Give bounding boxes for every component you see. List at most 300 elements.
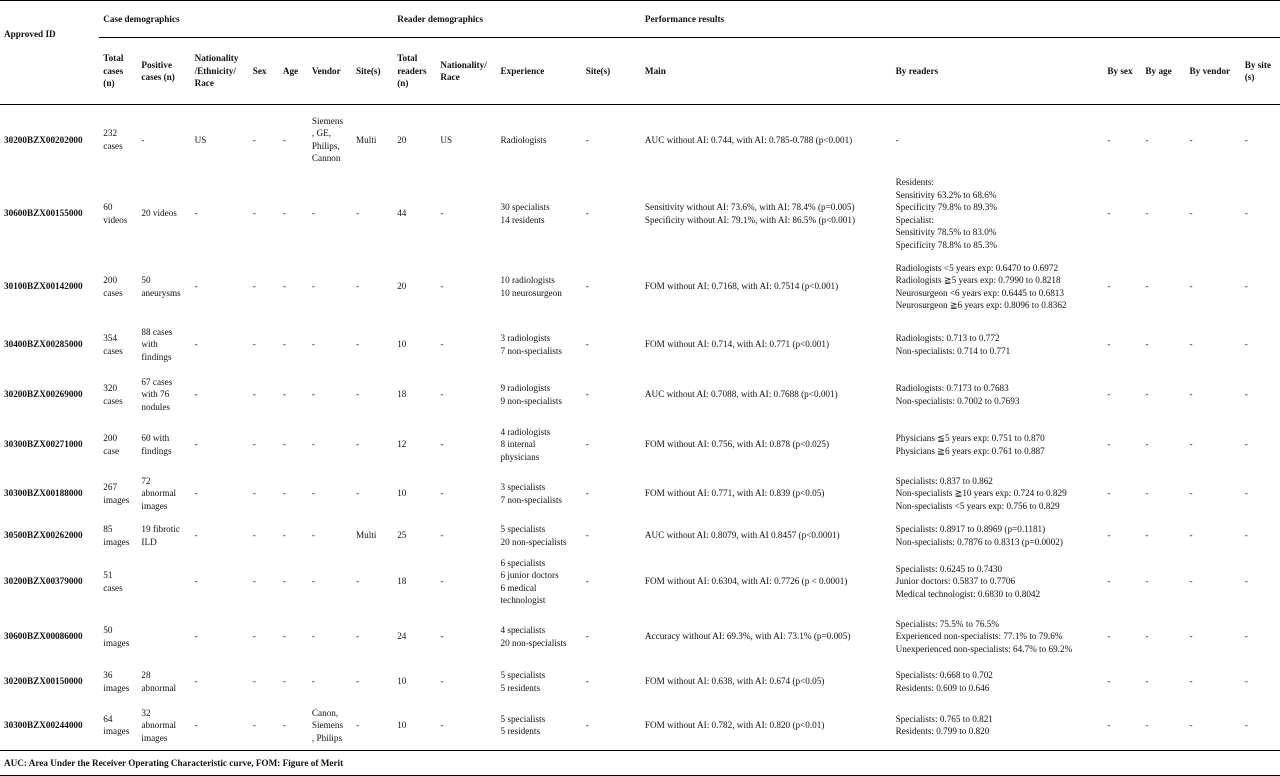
cell-line: - xyxy=(1107,676,1111,687)
cell-nationality xyxy=(191,369,249,421)
cell-experience xyxy=(496,553,581,611)
cell-line: 10 radiologists xyxy=(500,275,555,285)
cell-line: - xyxy=(194,208,198,219)
column-header: Main xyxy=(641,38,892,105)
cell-line: - xyxy=(1189,676,1193,687)
cell-line: Medical technologist: 0.6830 to 0.8042 xyxy=(895,588,1041,599)
approved-id-cell: 30400BZX00285000 xyxy=(4,339,83,350)
cell-by-sex xyxy=(1103,663,1141,701)
cell-line: - xyxy=(282,488,286,499)
cell-line: - xyxy=(282,676,286,687)
table-row xyxy=(0,175,1280,253)
cell-line: - xyxy=(311,281,315,292)
cell-line: - xyxy=(194,720,198,730)
cell-by-readers xyxy=(892,321,1104,369)
cell-line: Radiologists <5 years exp: 0.6470 to 0.6972 xyxy=(895,262,1059,273)
case-demographics-header: Case demographics xyxy=(99,1,393,38)
cell-line: - xyxy=(252,134,256,145)
cell-line: Sensitivity 78.5% to 83.0% xyxy=(895,227,997,237)
cell-line: - xyxy=(194,576,198,587)
cell-by-age xyxy=(1141,553,1185,611)
cell-line: 5 specialists xyxy=(500,713,546,724)
cell-line: 51 xyxy=(103,570,113,580)
approved-id-cell: 30300BZX00244000 xyxy=(4,720,83,730)
column-header-row xyxy=(0,38,1280,105)
cell-line: - xyxy=(356,281,360,292)
cell-line: - xyxy=(356,339,360,350)
cell-line: - xyxy=(585,134,589,145)
cell-by-readers xyxy=(892,369,1104,421)
cell-main xyxy=(641,175,892,253)
cell-sex xyxy=(249,611,279,663)
cell-line: Non-specialists: 0.714 to 0.771 xyxy=(895,345,1011,356)
cell-line: - xyxy=(1189,720,1193,730)
cell-line: - xyxy=(1145,676,1149,687)
column-header: Vendor xyxy=(308,38,352,105)
cell-line: 25 xyxy=(397,530,407,541)
cell-by-age xyxy=(1141,369,1185,421)
cell-vendor xyxy=(308,611,352,663)
cell-line: - xyxy=(282,134,286,145)
cell-line: Specialists: 0.837 to 0.862 xyxy=(895,475,993,486)
table-row xyxy=(0,253,1280,321)
cell-sites xyxy=(352,253,393,321)
cell-line: 10 xyxy=(397,676,407,687)
cell-reader-sites xyxy=(582,611,641,663)
cell-main xyxy=(641,421,892,469)
cell-reader-nationality xyxy=(436,253,496,321)
cell-line: - xyxy=(252,530,256,541)
cell-positive-cases xyxy=(137,611,190,663)
cell-line: 18 xyxy=(397,389,407,400)
cell-reader-nationality xyxy=(436,553,496,611)
cell-positive-cases xyxy=(137,701,190,751)
cell-total-cases xyxy=(99,321,137,369)
cell-line: Specialists: 0.765 to 0.821 xyxy=(895,713,993,724)
cell-by-sex xyxy=(1103,321,1141,369)
table-row xyxy=(0,105,1280,175)
cell-positive-cases xyxy=(137,421,190,469)
cell-line: 6 medical xyxy=(500,582,537,593)
cell-line: - xyxy=(252,576,256,587)
footnote: AUC: Area Under the Receiver Operating Characteristic curve, FOM: Figure of Merit xyxy=(0,751,1280,776)
cell-age xyxy=(279,253,308,321)
cell-line: 10 xyxy=(397,488,407,499)
cell-line: Neurosurgeon <6 years exp: 0.6445 to 0.6813 xyxy=(895,287,1064,298)
cell-line: - xyxy=(440,339,444,350)
cell-line: 200 xyxy=(103,275,118,285)
cell-line: - xyxy=(311,208,315,219)
cell-line: - xyxy=(585,389,589,400)
cell-reader-sites xyxy=(582,519,641,553)
cell-reader-sites xyxy=(582,663,641,701)
cell-nationality xyxy=(191,321,249,369)
cell-line: 5 residents xyxy=(500,726,541,737)
cell-line: abnormal xyxy=(141,682,177,693)
cell-line: 320 xyxy=(103,383,118,393)
cell-line: - xyxy=(194,530,198,541)
cell-by-age xyxy=(1141,421,1185,469)
cell-line: - xyxy=(440,439,444,450)
cell-by-vendor xyxy=(1186,611,1241,663)
cell-line: - xyxy=(252,676,256,687)
cell-by-site xyxy=(1241,175,1280,253)
cell-sites xyxy=(352,421,393,469)
column-header: Site(s) xyxy=(582,38,641,105)
cell-line: Specialist: xyxy=(895,214,934,225)
table-row xyxy=(0,553,1280,611)
cell-line: Siemens xyxy=(311,720,344,730)
cell-positive-cases xyxy=(137,469,190,519)
cell-line: Radiologists: 0.7173 to 0.7683 xyxy=(895,383,1009,393)
cell-line: - xyxy=(252,389,256,400)
cell-line: Residents: 0.609 to 0.646 xyxy=(895,682,990,693)
cell-by-site xyxy=(1241,611,1280,663)
cell-line: Residents: 0.799 to 0.820 xyxy=(895,726,990,737)
table-row xyxy=(0,701,1280,751)
cell-nationality xyxy=(191,105,249,175)
cell-by-vendor xyxy=(1186,553,1241,611)
cell-line: 9 non-specialists xyxy=(500,395,562,406)
cell-line: - xyxy=(1107,631,1111,642)
cell-total-cases xyxy=(99,519,137,553)
cell-line: - xyxy=(311,389,315,400)
cell-by-site xyxy=(1241,369,1280,421)
cell-by-site xyxy=(1241,321,1280,369)
cell-total-cases xyxy=(99,105,137,175)
cell-line: - xyxy=(311,676,315,687)
cell-vendor xyxy=(308,663,352,701)
cell-sex xyxy=(249,469,279,519)
cell-line: 50 xyxy=(141,275,151,285)
cell-line: - xyxy=(1244,530,1248,541)
cell-line: - xyxy=(1145,208,1149,219)
cell-line: 12 xyxy=(397,439,407,450)
cell-by-site xyxy=(1241,253,1280,321)
cell-line: - xyxy=(1244,339,1248,350)
cell-sex xyxy=(249,105,279,175)
cell-line: images xyxy=(103,536,130,547)
cell-line: - xyxy=(1189,208,1193,219)
cell-line: 3 radiologists xyxy=(500,333,551,343)
cell-by-site xyxy=(1241,553,1280,611)
column-header: By vendor xyxy=(1186,38,1241,105)
cell-main xyxy=(641,105,892,175)
cell-sites xyxy=(352,519,393,553)
cell-line: aneurysms xyxy=(141,287,181,298)
table-row xyxy=(0,519,1280,553)
cell-reader-sites xyxy=(582,369,641,421)
table-body xyxy=(0,105,1280,751)
cell-line: ILD xyxy=(141,536,157,547)
cell-line: 88 cases xyxy=(141,326,173,337)
cell-vendor xyxy=(308,701,352,751)
cell-line: - xyxy=(356,389,360,400)
cell-total-cases xyxy=(99,469,137,519)
cell-nationality xyxy=(191,663,249,701)
cell-by-site xyxy=(1241,701,1280,751)
cell-line: 60 with xyxy=(141,433,170,443)
column-header: Total readers (n) xyxy=(393,38,436,105)
cell-line: - xyxy=(1107,389,1111,400)
cell-line: Non-specialists: 0.7002 to 0.7693 xyxy=(895,395,1020,406)
cell-by-vendor xyxy=(1186,175,1241,253)
cell-line: - xyxy=(252,281,256,292)
cell-line: 30 specialists xyxy=(500,202,550,212)
cell-line: Sensitivity 63.2% to 68.6% xyxy=(895,189,997,200)
cell-by-vendor xyxy=(1186,701,1241,751)
cell-line: Specialists: 0.8917 to 0.8969 (p=0.1181) xyxy=(895,524,1046,534)
cell-reader-nationality xyxy=(436,369,496,421)
cell-line: Residents: xyxy=(895,177,934,187)
column-header: Age xyxy=(279,38,308,105)
cell-sex xyxy=(249,663,279,701)
cell-by-sex xyxy=(1103,105,1141,175)
cell-sites xyxy=(352,369,393,421)
cell-by-sex xyxy=(1103,701,1141,751)
cell-vendor xyxy=(308,469,352,519)
cell-line: Non-specialists ≧10 years exp: 0.724 to 0.829 xyxy=(895,488,1067,499)
cell-total-readers xyxy=(393,663,436,701)
cell-by-age xyxy=(1141,611,1185,663)
cell-line: abnormal xyxy=(141,720,177,730)
cell-positive-cases xyxy=(137,663,190,701)
cell-experience xyxy=(496,253,581,321)
cell-sites xyxy=(352,321,393,369)
cell-age xyxy=(279,421,308,469)
cell-line: - xyxy=(194,439,198,450)
cell-by-sex xyxy=(1103,369,1141,421)
cell-line: abnormal xyxy=(141,488,177,499)
cell-age xyxy=(279,663,308,701)
cell-line: - xyxy=(282,576,286,587)
cell-line: - xyxy=(1145,281,1149,292)
cell-main xyxy=(641,701,892,751)
cell-line: - xyxy=(1107,720,1111,730)
cell-reader-sites xyxy=(582,421,641,469)
cell-line: AUC without AI: 0.744, with AI: 0.785-0.788 (p<0.001) xyxy=(644,134,853,145)
cell-sites xyxy=(352,469,393,519)
cell-line: 6 junior doctors xyxy=(500,570,559,580)
cell-by-site xyxy=(1241,519,1280,553)
approved-id-cell: 30200BZX00202000 xyxy=(4,134,83,145)
cell-line: 5 specialists xyxy=(500,524,546,534)
cell-reader-sites xyxy=(582,175,641,253)
cell-experience xyxy=(496,469,581,519)
cell-by-age xyxy=(1141,253,1185,321)
cell-line: - xyxy=(585,631,589,642)
cell-line: 18 xyxy=(397,576,407,587)
cell-line: AUC without AI: 0.8079, with AI 0.8457 (p<0.0001) xyxy=(644,530,840,541)
cell-experience xyxy=(496,369,581,421)
cell-line: FOM without AI: 0.771, with AI: 0.839 (p<0.05) xyxy=(644,488,825,499)
cell-line: - xyxy=(282,339,286,350)
cell-age xyxy=(279,369,308,421)
cell-by-readers xyxy=(892,469,1104,519)
cell-experience xyxy=(496,701,581,751)
cell-line: 5 specialists xyxy=(500,670,546,680)
cell-sites xyxy=(352,663,393,701)
cell-line: Junior doctors: 0.5837 to 0.7706 xyxy=(895,576,1016,587)
approved-id-cell: 30300BZX00271000 xyxy=(4,439,83,450)
cell-vendor xyxy=(308,369,352,421)
cell-line: 20 videos xyxy=(141,208,177,219)
cell-by-site xyxy=(1241,469,1280,519)
cell-by-readers xyxy=(892,519,1104,553)
cell-total-readers xyxy=(393,469,436,519)
cell-by-site xyxy=(1241,105,1280,175)
cell-by-readers xyxy=(892,701,1104,751)
cell-by-vendor xyxy=(1186,663,1241,701)
cell-line: 28 xyxy=(141,670,151,680)
cell-total-readers xyxy=(393,321,436,369)
cell-line: - xyxy=(1107,488,1111,499)
cell-total-cases xyxy=(99,253,137,321)
cell-line: Non-specialists <5 years exp: 0.756 to 0.829 xyxy=(895,500,1060,511)
cell-line: - xyxy=(440,208,444,219)
cell-nationality xyxy=(191,553,249,611)
cell-line: - xyxy=(282,530,286,541)
cell-line: 72 xyxy=(141,475,151,486)
cell-line: Non-specialists: 0.7876 to 0.8313 (p=0.0002) xyxy=(895,536,1063,547)
cell-line: 8 internal xyxy=(500,439,536,450)
cell-line: - xyxy=(356,720,360,730)
cell-line: Specificity without AI: 79.1%, with AI: 86.5% (p<0.001) xyxy=(644,214,856,225)
cell-sex xyxy=(249,553,279,611)
column-header: Positive cases (n) xyxy=(137,38,190,105)
cell-by-age xyxy=(1141,663,1185,701)
cell-line: - xyxy=(252,439,256,450)
cell-sex xyxy=(249,253,279,321)
cell-nationality xyxy=(191,253,249,321)
cell-line: 9 radiologists xyxy=(500,383,551,393)
cell-line: 7 non-specialists xyxy=(500,345,562,356)
cell-line: - xyxy=(282,281,286,292)
cell-total-cases xyxy=(99,611,137,663)
cell-line: images xyxy=(103,494,130,505)
cell-positive-cases xyxy=(137,519,190,553)
cell-line: images xyxy=(141,500,168,511)
cell-line: images xyxy=(103,682,130,693)
cell-reader-nationality xyxy=(436,421,496,469)
cell-by-vendor xyxy=(1186,105,1241,175)
cell-line: 50 xyxy=(103,625,113,635)
cell-line: Accuracy without AI: 69.3%, with AI: 73.1% (p=0.005) xyxy=(644,631,851,642)
cell-line: 20 non-specialists xyxy=(500,637,567,648)
cell-experience xyxy=(496,663,581,701)
cell-line: - xyxy=(252,720,256,730)
cell-line: 32 xyxy=(141,707,151,718)
cell-line: 44 xyxy=(397,208,407,219)
cell-line: FOM without AI: 0.756, with AI: 0.878 (p<0.025) xyxy=(644,439,830,450)
cell-by-vendor xyxy=(1186,369,1241,421)
cell-line: - xyxy=(1189,631,1193,642)
cell-line: - xyxy=(1244,134,1248,145)
cell-line: - xyxy=(1244,281,1248,292)
cell-line: - xyxy=(282,720,286,730)
cell-line: - xyxy=(1244,720,1248,730)
table-row xyxy=(0,369,1280,421)
cell-line: findings xyxy=(141,445,172,456)
cell-line: FOM without AI: 0.782, with AI: 0.820 (p<0.01) xyxy=(644,720,825,730)
cell-line: - xyxy=(252,631,256,642)
cell-line: - xyxy=(1189,488,1193,499)
cell-total-cases xyxy=(99,701,137,751)
cell-line: - xyxy=(1145,530,1149,541)
cell-line: - xyxy=(585,439,589,450)
cell-line: AUC without AI: 0.7088, with AI: 0.7688 (p<0.001) xyxy=(644,389,838,400)
cell-main xyxy=(641,321,892,369)
cell-line: - xyxy=(1244,488,1248,499)
cell-line: - xyxy=(311,439,315,450)
cell-line: Multi xyxy=(356,134,377,145)
cell-line: - xyxy=(356,208,360,219)
cell-age xyxy=(279,469,308,519)
cell-reader-sites xyxy=(582,701,641,751)
cell-reader-nationality xyxy=(436,701,496,751)
cell-line: - xyxy=(311,488,315,499)
cell-total-readers xyxy=(393,421,436,469)
cell-sites xyxy=(352,701,393,751)
cell-total-cases xyxy=(99,663,137,701)
cell-main xyxy=(641,369,892,421)
footnote-row xyxy=(0,751,1280,776)
cell-age xyxy=(279,611,308,663)
cell-main xyxy=(641,253,892,321)
table-row xyxy=(0,611,1280,663)
cell-line: 19 fibrotic xyxy=(141,524,180,534)
cell-line: nodules xyxy=(141,401,170,412)
cell-line: , Philips xyxy=(311,732,343,743)
cell-vendor xyxy=(308,321,352,369)
cell-line: Canon, xyxy=(311,707,339,718)
cell-line: - xyxy=(1189,134,1193,145)
cell-line: - xyxy=(1107,439,1111,450)
cell-by-readers xyxy=(892,175,1104,253)
cell-line: cases xyxy=(103,140,123,151)
cell-positive-cases xyxy=(137,175,190,253)
cell-line: - xyxy=(252,488,256,499)
cell-line: Specialists: 75.5% to 76.5% xyxy=(895,618,1000,629)
group-header-row xyxy=(0,1,1280,38)
cell-line: Physicians ≦5 years exp: 0.751 to 0.870 xyxy=(895,433,1045,443)
cell-reader-nationality xyxy=(436,663,496,701)
cell-total-cases xyxy=(99,421,137,469)
cell-by-age xyxy=(1141,701,1185,751)
cell-line: - xyxy=(1244,631,1248,642)
cell-reader-sites xyxy=(582,469,641,519)
cell-line: - xyxy=(585,676,589,687)
cell-by-age xyxy=(1141,519,1185,553)
cell-line: - xyxy=(1244,576,1248,587)
cell-vendor xyxy=(308,253,352,321)
cell-line: - xyxy=(1145,389,1149,400)
cell-age xyxy=(279,701,308,751)
cell-main xyxy=(641,663,892,701)
table-row xyxy=(0,321,1280,369)
cell-sites xyxy=(352,611,393,663)
cell-line: - xyxy=(1107,281,1111,292)
cell-line: - xyxy=(1244,208,1248,219)
cell-by-sex xyxy=(1103,469,1141,519)
cell-line: 85 xyxy=(103,524,113,534)
cell-line: - xyxy=(440,530,444,541)
cell-line: - xyxy=(282,389,286,400)
table-row xyxy=(0,421,1280,469)
cell-line: - xyxy=(252,339,256,350)
cell-line: - xyxy=(311,530,315,541)
cell-line: - xyxy=(356,676,360,687)
